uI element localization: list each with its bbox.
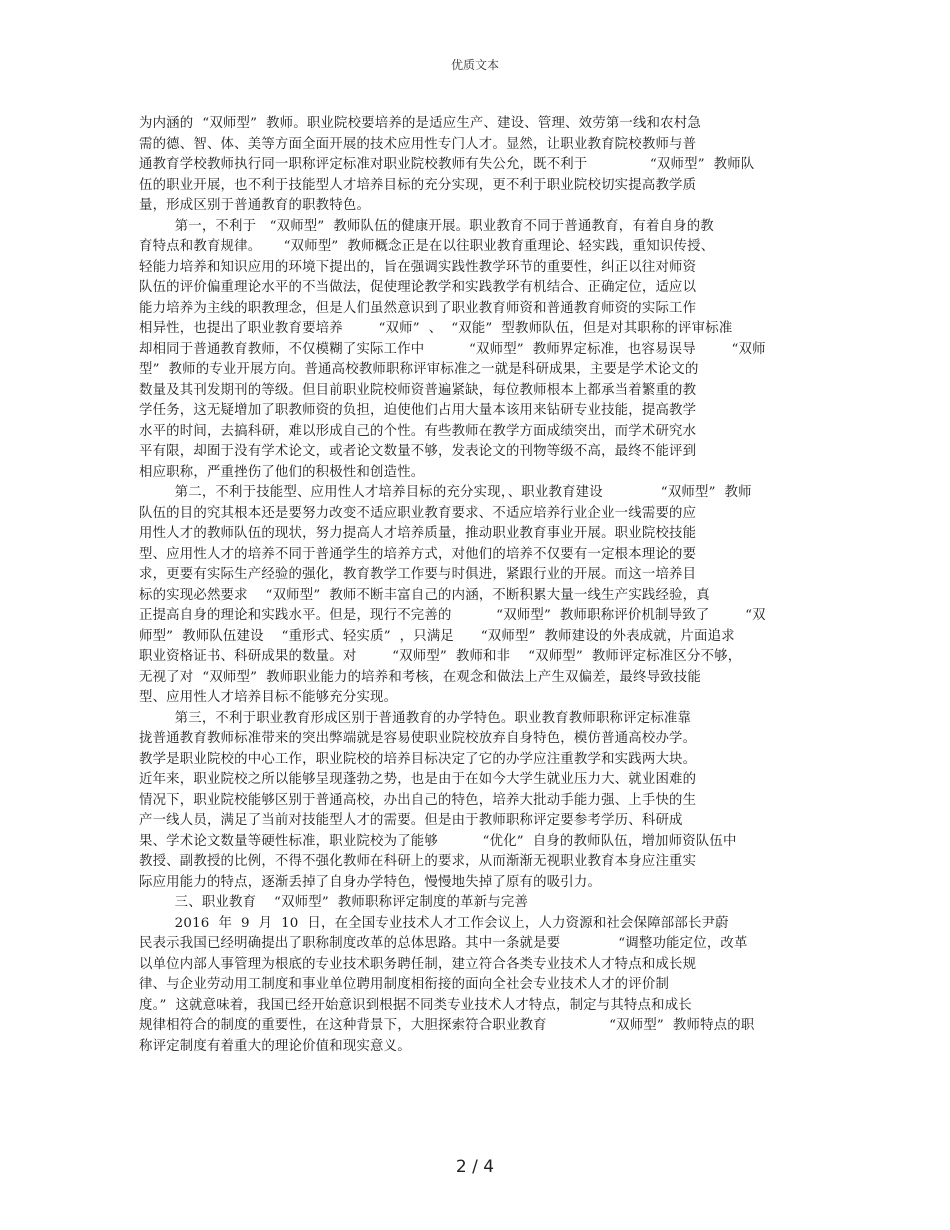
text-line: 称评定制度有着重大的理论价值和现实意义。 [139, 1038, 411, 1054]
text-line: 型” 教师的专业开展方向。普通高校教师职称评审标准之一就是科研成果，主要是学术论文的 [139, 362, 699, 377]
text-line: 教授、副教授的比例，不得不强化教师在科研上的要求，从而渐渐无视职业教育本身应注重实 [139, 854, 697, 869]
text-line: 拢普通教育教师标准带来的突出弊端就是容易使职业院校放弃自身特色，模仿普通高校办学。 [139, 731, 697, 746]
text-line: 通教育学校教师执行同一职称评定标准对职业院校教师有失公允，既不利于 “双师型” 教师队 [139, 157, 755, 172]
text-line: 育特点和教育规律。 “双师型” 教师概念正是在以往职业教育重理论、轻实践，重知识传授、 [139, 239, 715, 254]
text-line: 律、与企业劳动用工制度和事业单位聘用制度相衔接的面向全社会专业技术人才的评价制 [139, 977, 670, 992]
text-line: 相应职称，严重挫伤了他们的积极性和创造性。 [139, 464, 425, 480]
text-line: 师型” 教师队伍建设 “重形式、轻实质” ，只满足 “双师型” 教师建设的外表成就，片面追求 [139, 628, 735, 644]
text-line: 伍的职业开展，也不利于技能型人才培养目标的充分实现，更不利于职业院校切实提高教学质 [139, 177, 697, 193]
text-line: 第三，不利于职业教育形成区别于普通教育的办学特色。职业教育教师职称评定标准靠 [139, 710, 692, 726]
text-line: 产一线人员，满足了当前对技能型人才的需要。但是由于教师职称评定要参考学历、科研成 [139, 813, 683, 828]
text-line: 第一，不利于 “双师型” 教师队伍的健康开展。职业教育不同于普通教育，有着自身的教 [139, 218, 714, 234]
page-number: 2 / 4 [455, 1157, 495, 1177]
text-line: 型、应用性人才培养目标不能够充分实现。 [139, 690, 398, 705]
text-line: 队伍的评价偏重理论水平的不当做法，促使理论教学和实践教学有机结合、正确定位，适应以 [139, 280, 697, 295]
text-line: 近年来，职业院校之所以能够呈现蓬勃之势，也是由于在如今大学生就业压力大、就业困难的 [139, 772, 697, 787]
text-line: 队伍的目的究其根本还是要努力改变不适应职业教育要求、不适应培养行业企业一线需要的应 [139, 505, 697, 521]
text-line: 标的实现必然要求 “双师型” 教师不断丰富自己的内涵，不断积累大量一线生产实践经验，真 [139, 587, 710, 603]
text-line: 2016 年 9 月 10 日，在全国专业技术人才工作会议上，人力资源和社会保障部部长尹蔚 [139, 915, 729, 931]
text-line: 能力培养为主线的职教理念，但是人们虽然意识到了职业教育师资和普通教育师资的实际工作 [139, 300, 697, 316]
text-line: 规律相符合的制度的重要性，在这种背景下，大胆探索符合职业教育 “双师型” 教师特点的职 [139, 1018, 755, 1033]
text-line: 用性人才的教师队伍的现状，努力提高人才培养质量，推动职业教育事业开展。职业院校技能 [139, 526, 697, 541]
text-line: 量，形成区别于普通教育的职教特色。 [139, 198, 371, 213]
text-line: 水平的时间，去搞科研，难以形成自己的个性。有些教师在教学方面成绩突出，而学术研究水 [139, 423, 697, 439]
text-line: 需的德、智、体、美等方面全面开展的技术应用性专门人才。显然，让职业教育院校教师与普 [139, 136, 697, 152]
text-line: 学任务，这无疑增加了职教师资的负担，迫使他们占用大量本该用来钻研专业技能，提高教学 [139, 403, 697, 418]
page-header: 优质文本 [450, 58, 499, 72]
text-line: 无视了对 “双师型” 教师职业能力的培养和考核，在观念和做法上产生双偏差，最终导致技能 [139, 669, 701, 685]
text-line: 求，更要有实际生产经验的强化，教育教学工作要与时俱进，紧跟行业的开展。而这一培养目 [139, 567, 697, 582]
text-line: 民表示我国已经明确提出了职称制度改革的总体思路。其中一条就是要 “调整功能定位，改革 [139, 936, 748, 951]
text-line: 果、学术论文数量等硬性标准，职业院校为了能够 “优化” 自身的教师队伍，增加师资队伍中 [139, 833, 737, 849]
text-line: 职业资格证书、科研成果的数量。对 “双师型” 教师和非 “双师型” 教师评定标准区分不够， [139, 649, 742, 664]
text-line: 情况下，职业院校能够区别于普通高校，办出自己的特色，培养大批动手能力强、上手快的生 [139, 792, 697, 808]
text-line: 为内涵的 “双师型” 教师。职业院校要培养的是适应生产、建设、管理、效劳第一线和农村急 [139, 116, 701, 131]
text-line: 型、应用性人才的培养不同于普通学生的培养方式，对他们的培养不仅要有一定根本理论的要 [139, 546, 697, 562]
text-line: 际应用能力的特点，逐渐丢掉了自身办学特色，慢慢地失掉了原有的吸引力。 [139, 874, 602, 890]
text-line: 正提高自身的理论和实践水平。但是，现行不完善的 “双师型” 教师职称评价机制导致了 “双 [139, 608, 766, 623]
text-line: 相异性，也提出了职业教育要培养 “双师” 、 “双能” 型教师队伍，但是对其职称的评审标准 [139, 321, 733, 336]
text-line: 数量及其刊发期刊的等级。但目前职业院校师资普遍紧缺，每位教师根本上都承当着繁重的教 [139, 382, 697, 398]
text-line: 三、职业教育 “双师型” 教师职称评定制度的革新与完善 [139, 895, 529, 910]
text-line: 以单位内部人事管理为根底的专业技术职务聘任制，建立符合各类专业技术人才特点和成长规 [139, 956, 697, 972]
text-line: 却相同于普通教育教师，不仅模糊了实际工作中 “双师型” 教师界定标准，也容易误导 “双师 [139, 341, 766, 357]
text-line: 度。” 这就意味着，我国已经开始意识到根据不同类专业技术人才特点，制定与其特点和成长 [139, 997, 692, 1013]
text-line: 轻能力培养和知识应用的环境下提出的，旨在强调实践性教学环节的重要性，纠正以往对师资 [139, 259, 697, 275]
text-line: 第二，不利于技能型、应用性人才培养目标的充分实现，、职业教育建设 “双师型” 教师 [139, 485, 752, 500]
document-body [139, 114, 804, 1057]
text-line: 平有限，却囿于没有学术论文，或者论文数量不够，发表论文的刊物等级不高，最终不能评到 [139, 444, 697, 459]
text-line: 教学是职业院校的中心工作，职业院校的培养目标决定了它的办学应注重教学和实践两大块。 [139, 751, 697, 767]
